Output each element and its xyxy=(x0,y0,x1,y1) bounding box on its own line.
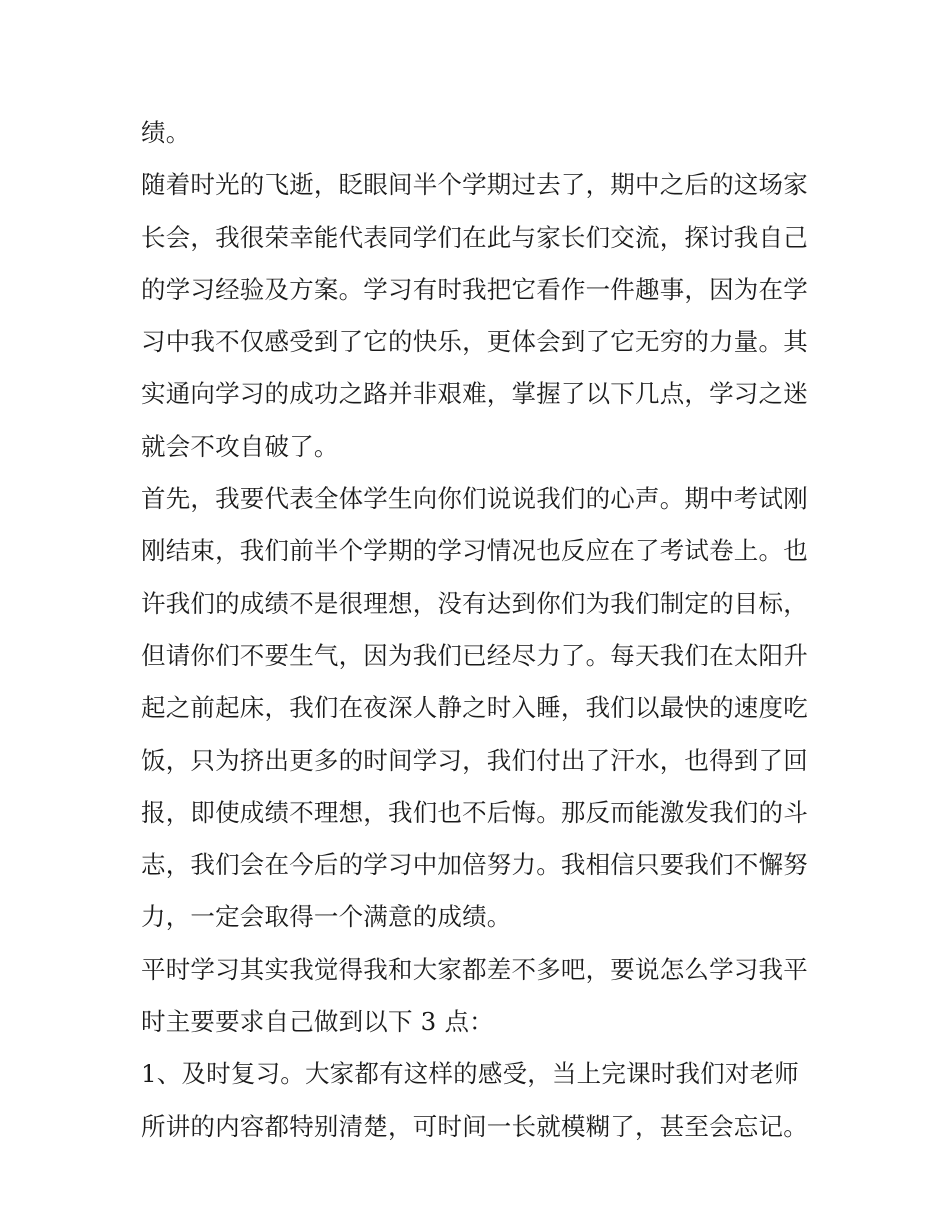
document-body xyxy=(141,107,821,1153)
text-line: 但请你们不要生气，因为我们已经尽力了。每天我们在太阳升 xyxy=(141,640,808,670)
text-line: 平时学习其实我觉得我和大家都差不多吧，要说怎么学习我平 xyxy=(141,954,808,984)
text-line: 就会不攻自破了。 xyxy=(141,431,339,461)
text-line: 许我们的成绩不是很理想，没有达到你们为我们制定的目标， xyxy=(141,588,808,618)
text-line: 报，即使成绩不理想，我们也不后悔。那反而能激发我们的斗 xyxy=(141,797,808,827)
text-line: 随着时光的飞逝，眨眼间半个学期过去了，期中之后的这场家 xyxy=(141,170,808,200)
text-line: 长会，我很荣幸能代表同学们在此与家长们交流，探讨我自己 xyxy=(141,222,808,252)
text-line: 绩。 xyxy=(141,118,191,147)
text-line: 力，一定会取得一个满意的成绩。 xyxy=(141,902,512,932)
text-line: 志，我们会在今后的学习中加倍努力。我相信只要我们不懈努 xyxy=(141,850,808,880)
text-line: 时主要要求自己做到以下 3 点： xyxy=(141,1007,494,1037)
text-line: 实通向学习的成功之路并非艰难，掌握了以下几点，学习之迷 xyxy=(141,379,808,409)
text-line: 起之前起床，我们在夜深人静之时入睡，我们以最快的速度吃 xyxy=(141,693,808,723)
text-line: 刚结束，我们前半个学期的学习情况也反应在了考试卷上。也 xyxy=(141,536,808,566)
text-line: 的学习经验及方案。学习有时我把它看作一件趣事，因为在学 xyxy=(141,274,808,304)
text-line: 首先，我要代表全体学生向你们说说我们的心声。期中考试刚 xyxy=(141,484,808,514)
text-line: 习中我不仅感受到了它的快乐，更体会到了它无穷的力量。其 xyxy=(141,327,808,357)
text-line: 1、及时复习。大家都有这样的感受，当上完课时我们对老师 xyxy=(141,1059,799,1089)
text-line: 饭，只为挤出更多的时间学习，我们付出了汗水，也得到了回 xyxy=(141,745,808,775)
text-line: 所讲的内容都特别清楚，可时间一长就模糊了，甚至会忘记。 xyxy=(141,1111,808,1141)
